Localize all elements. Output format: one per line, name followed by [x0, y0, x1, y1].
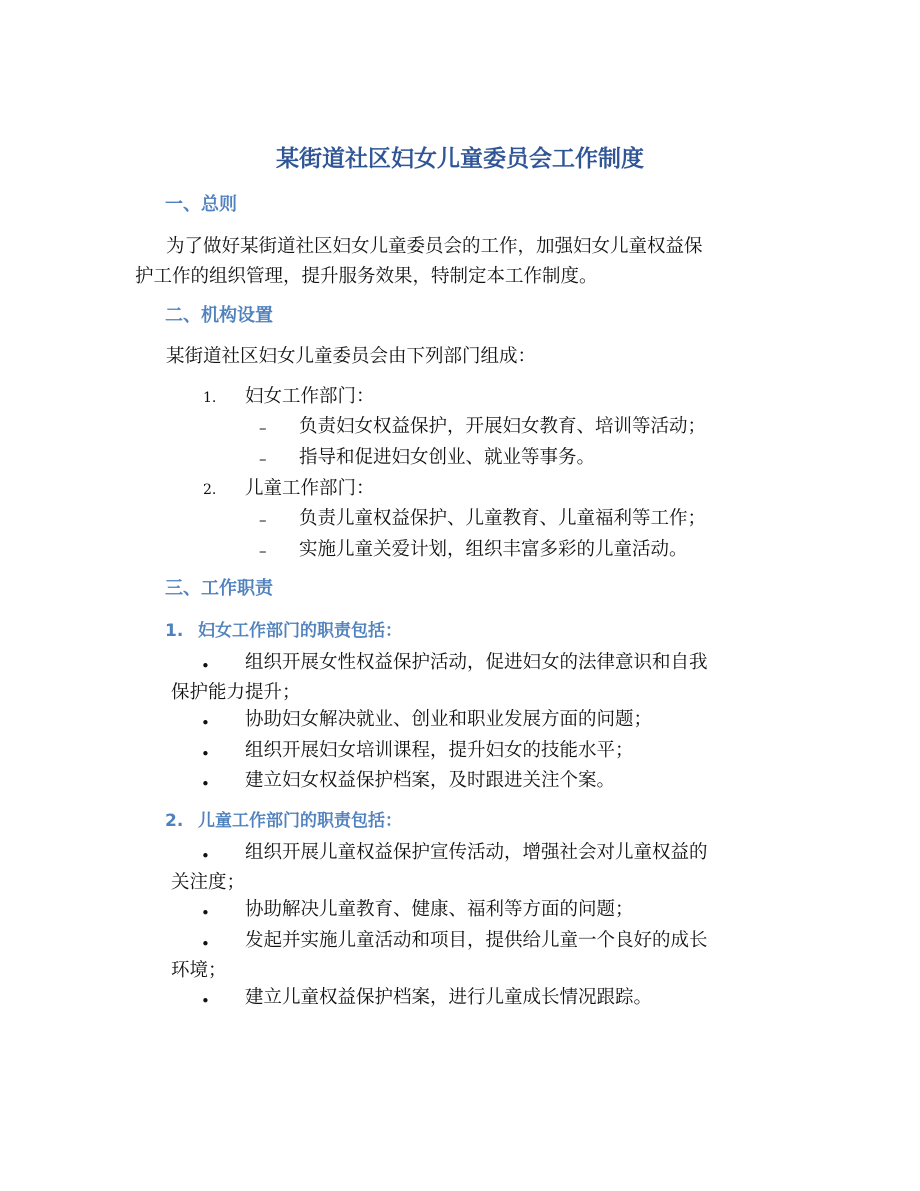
responsibility-item-continuation: 保护能力提升；	[171, 682, 301, 703]
department-number: 2.	[203, 482, 217, 498]
responsibility-item: 组织开展妇女培训课程，提升妇女的技能水平；	[245, 740, 634, 761]
general-paragraph-line2: 护工作的组织管理，提升服务效果，特制定本工作制度。	[135, 266, 598, 287]
dash-marker: –	[259, 450, 267, 468]
dash-marker: –	[259, 419, 267, 437]
bullet-marker: •	[201, 992, 210, 1010]
organization-intro: 某街道社区妇女儿童委员会由下列部门组成：	[166, 346, 537, 367]
bullet-marker: •	[201, 745, 210, 763]
department-duty-item: 指导和促进妇女创业、就业等事务。	[299, 447, 596, 468]
responsibility-item: 协助妇女解决就业、创业和职业发展方面的问题；	[245, 709, 653, 730]
department-name-women: 妇女工作部门：	[245, 386, 375, 407]
department-duty-item: 负责妇女权益保护，开展妇女教育、培训等活动；	[299, 416, 707, 437]
responsibility-item: 建立妇女权益保护档案，及时跟进关注个案。	[245, 770, 616, 791]
section-heading-organization: 二、机构设置	[165, 305, 273, 326]
responsibility-item: 组织开展女性权益保护活动，促进妇女的法律意识和自我	[245, 652, 708, 673]
section-heading-responsibilities: 三、工作职责	[165, 578, 273, 599]
subsection-heading-women	[165, 618, 402, 644]
dash-marker: –	[259, 511, 267, 529]
responsibility-item: 组织开展儿童权益保护宣传活动，增强社会对儿童权益的	[245, 842, 708, 863]
department-number: 1.	[203, 390, 217, 406]
bullet-marker: •	[201, 714, 210, 732]
general-paragraph-line1: 为了做好某街道社区妇女儿童委员会的工作，加强妇女儿童权益保	[166, 236, 703, 257]
responsibility-item: 建立儿童权益保护档案，进行儿童成长情况跟踪。	[245, 987, 653, 1008]
document-title: 某街道社区妇女儿童委员会工作制度	[276, 146, 644, 172]
bullet-marker: •	[201, 935, 210, 953]
section-heading-general: 一、总则	[165, 194, 237, 215]
subsection-heading-children	[165, 808, 402, 834]
responsibility-item-continuation: 环境；	[171, 960, 227, 981]
bullet-marker: •	[201, 904, 210, 922]
department-duty-item: 实施儿童关爱计划，组织丰富多彩的儿童活动。	[299, 539, 688, 560]
department-duty-item: 负责儿童权益保护、儿童教育、儿童福利等工作；	[299, 508, 707, 529]
subsection-heading-text: 儿童工作部门的职责包括：	[198, 811, 402, 831]
subsection-number: 2.	[165, 811, 184, 831]
subsection-heading-text: 妇女工作部门的职责包括：	[198, 621, 402, 641]
bullet-marker: •	[201, 775, 210, 793]
responsibility-item: 协助解决儿童教育、健康、福利等方面的问题；	[245, 899, 634, 920]
department-name-children: 儿童工作部门：	[245, 478, 375, 499]
bullet-marker: •	[201, 657, 210, 675]
subsection-number: 1.	[165, 621, 184, 641]
responsibility-item: 发起并实施儿童活动和项目，提供给儿童一个良好的成长	[245, 930, 708, 951]
dash-marker: –	[259, 542, 267, 560]
bullet-marker: •	[201, 847, 210, 865]
responsibility-item-continuation: 关注度；	[171, 872, 246, 893]
